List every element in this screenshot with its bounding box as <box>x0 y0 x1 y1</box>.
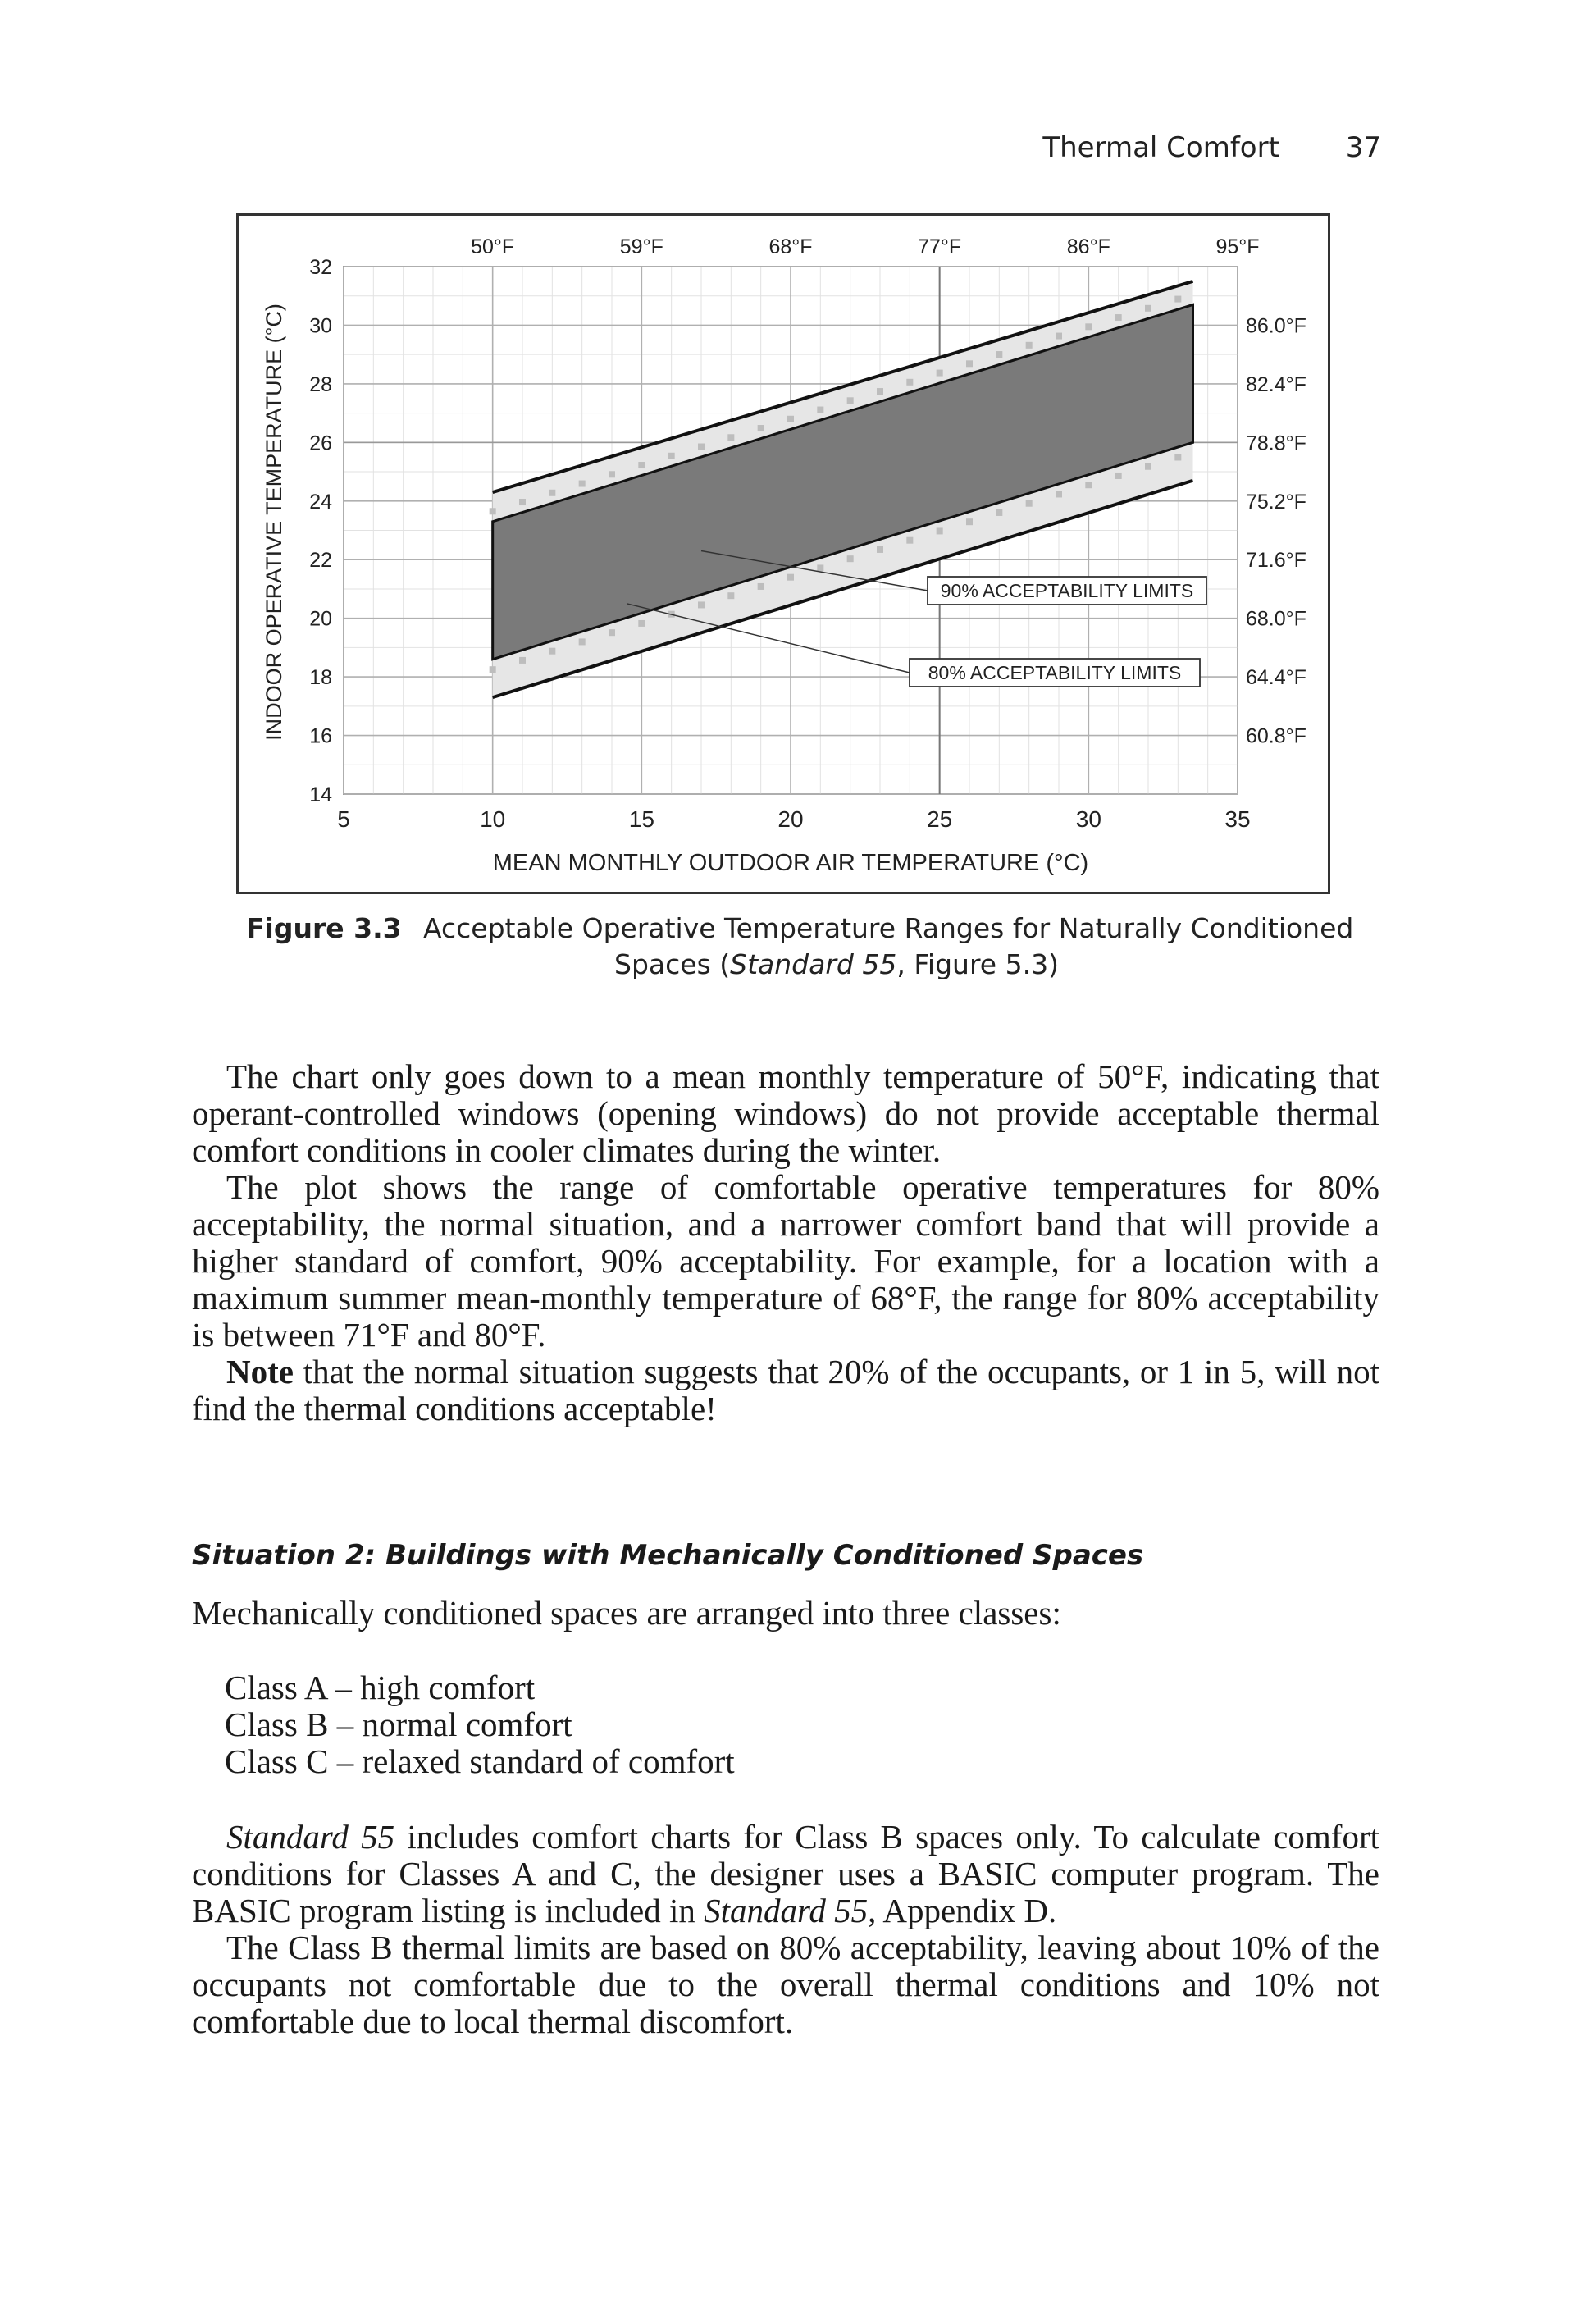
marker-90-upper <box>877 388 883 395</box>
x-tick-label: 5 <box>337 806 350 832</box>
marker-90-upper <box>1085 323 1092 330</box>
y-tick-label: 14 <box>309 783 332 806</box>
marker-90-lower <box>1085 482 1092 488</box>
marker-90-upper <box>1026 342 1033 349</box>
top-f-label: 68°F <box>768 235 813 258</box>
x-tick-label: 30 <box>1075 806 1101 832</box>
marker-90-upper <box>579 481 586 487</box>
y-tick-label: 26 <box>309 431 332 455</box>
marker-90-lower <box>937 527 943 534</box>
running-head <box>1042 131 1381 164</box>
marker-90-upper <box>787 416 794 422</box>
right-f-label: 78.8°F <box>1246 431 1306 455</box>
marker-90-upper <box>758 425 764 431</box>
paragraph-3 <box>192 1354 1379 1427</box>
caption-line2-post: , Figure 5.3) <box>896 948 1059 980</box>
figure-label: Figure 3.3 <box>246 912 402 944</box>
right-f-label: 86.0°F <box>1246 314 1306 338</box>
right-f-label: 82.4°F <box>1246 372 1306 396</box>
marker-90-upper <box>1056 333 1062 340</box>
x-axis-title: MEAN MONTHLY OUTDOOR AIR TEMPERATURE (°C) <box>492 850 1089 876</box>
class-item-b: Class B – normal comfort <box>225 1705 572 1743</box>
x-tick-label: 15 <box>628 806 654 832</box>
marker-90-lower <box>877 546 883 553</box>
marker-90-upper <box>817 407 823 413</box>
marker-90-upper <box>519 499 526 505</box>
page-number: 37 <box>1345 131 1381 164</box>
top-f-label: 86°F <box>1066 235 1110 258</box>
paragraph-5-end: , Appendix D. <box>868 1892 1057 1929</box>
marker-90-lower <box>727 592 734 599</box>
y-tick-label: 18 <box>309 666 332 690</box>
y-tick-label: 30 <box>309 314 332 338</box>
marker-90-lower <box>906 537 913 544</box>
legend-label-80: 80% ACCEPTABILITY LIMITS <box>928 662 1182 683</box>
class-item-a: Class A – high comfort <box>225 1669 536 1706</box>
marker-90-upper <box>490 508 496 514</box>
marker-90-lower <box>579 638 586 645</box>
y-tick-label: 20 <box>309 607 332 631</box>
x-tick-label: 20 <box>777 806 804 832</box>
marker-90-upper <box>1145 305 1151 312</box>
paragraph-2: The plot shows the range of comfortable operative temperatures for 80% acceptability, the normal situation, and a narrower comfort band that will provide a higher standard of comfort, 90% acceptability. For example, for a location with a maximum summer mean-monthly temperature of 68°F, the range for 80% acceptability is between 71°F and 80°F. <box>192 1168 1379 1354</box>
marker-90-upper <box>996 351 1002 358</box>
marker-90-upper <box>966 360 973 367</box>
class-item-c: Class C – relaxed standard of comfort <box>225 1742 735 1780</box>
body-block-3 <box>192 1819 1379 2040</box>
right-f-label: 75.2°F <box>1246 490 1306 514</box>
running-head-title: Thermal Comfort <box>1042 131 1279 164</box>
paragraph-4: Mechanically conditioned spaces are arranged into three classes: <box>192 1594 1061 1632</box>
caption-line2-pre: Spaces ( <box>614 948 731 980</box>
right-f-label: 64.4°F <box>1246 666 1306 690</box>
paragraph-6: The Class B thermal limits are based on 80% acceptability, leaving about 10% of the occupants not comfortable due to the overall thermal conditions and 10% not comfortable due to local thermal discomfort. <box>192 1929 1379 2040</box>
marker-90-upper <box>698 444 705 450</box>
marker-90-upper <box>847 397 854 404</box>
top-f-label: 50°F <box>471 235 515 258</box>
marker-90-lower <box>549 648 555 655</box>
marker-90-upper <box>668 453 675 459</box>
marker-90-lower <box>847 555 854 562</box>
top-f-label: 59°F <box>619 235 663 258</box>
paragraph-5-italic: Standard 55 <box>226 1818 395 1856</box>
marker-90-upper <box>1174 296 1181 303</box>
marker-90-lower <box>966 518 973 525</box>
caption-line-2 <box>246 947 1345 983</box>
caption-line2-italic: Standard 55 <box>730 948 897 980</box>
note-bold: Note <box>226 1353 294 1390</box>
marker-90-lower <box>758 583 764 590</box>
marker-90-upper <box>549 490 555 496</box>
chart-svg <box>239 216 1333 897</box>
marker-90-upper <box>906 379 913 386</box>
body-block-1 <box>192 1058 1379 1427</box>
marker-90-upper <box>609 471 615 477</box>
right-f-label: 71.6°F <box>1246 549 1306 573</box>
marker-90-lower <box>698 601 705 608</box>
marker-90-lower <box>519 657 526 664</box>
section-subheading: Situation 2: Buildings with Mechanically Conditioned Spaces <box>192 1539 1144 1572</box>
top-f-label: 77°F <box>918 235 962 258</box>
marker-90-lower <box>638 620 645 627</box>
y-tick-label: 28 <box>309 372 332 396</box>
y-tick-label: 22 <box>309 549 332 573</box>
x-tick-label: 10 <box>480 806 506 832</box>
marker-90-upper <box>937 370 943 377</box>
top-f-label: 95°F <box>1215 235 1260 258</box>
right-f-label: 60.8°F <box>1246 724 1306 748</box>
marker-90-lower <box>609 629 615 636</box>
y-tick-label: 32 <box>309 256 332 279</box>
right-f-label: 68.0°F <box>1246 607 1306 631</box>
marker-90-lower <box>996 509 1002 516</box>
marker-90-upper <box>638 462 645 468</box>
marker-90-lower <box>1115 473 1122 479</box>
paragraph-5-rest: includes comfort charts for Class B spaces only. To calculate comfort conditions for Classes A and C, the designer uses a BASIC computer program. The BASIC program listing is included in <box>192 1818 1379 1929</box>
legend-label-90: 90% ACCEPTABILITY LIMITS <box>940 580 1194 601</box>
marker-90-lower <box>490 666 496 673</box>
marker-90-lower <box>1026 500 1033 507</box>
class-list <box>225 1669 735 1780</box>
marker-90-upper <box>1115 314 1122 321</box>
y-tick-label: 24 <box>309 490 332 514</box>
y-axis-title: INDOOR OPERATIVE TEMPERATURE (°C) <box>262 304 286 741</box>
body-block-2 <box>192 1595 1379 1632</box>
y-tick-label: 16 <box>309 724 332 748</box>
paragraph-1: The chart only goes down to a mean monthly temperature of 50°F, indicating that operant-controlled windows (opening windows) do not provide acceptable thermal comfort conditions in cooler climates during the winter. <box>192 1057 1379 1169</box>
figure-chart <box>236 213 1330 894</box>
x-tick-label: 25 <box>927 806 953 832</box>
paragraph-5-italic-2: Standard 55 <box>704 1892 869 1929</box>
marker-90-lower <box>1174 454 1181 460</box>
marker-90-upper <box>727 434 734 441</box>
paragraph-3-rest: that the normal situation suggests that 20% of the occupants, or 1 in 5, will not find the thermal conditions acceptable! <box>192 1353 1379 1427</box>
caption-line-1: Acceptable Operative Temperature Ranges for Naturally Conditioned <box>423 912 1354 944</box>
marker-90-lower <box>1145 463 1151 470</box>
marker-90-lower <box>817 564 823 571</box>
paragraph-5 <box>192 1819 1379 1929</box>
marker-90-lower <box>787 574 794 581</box>
x-tick-label: 35 <box>1224 806 1251 832</box>
marker-90-lower <box>1056 491 1062 497</box>
